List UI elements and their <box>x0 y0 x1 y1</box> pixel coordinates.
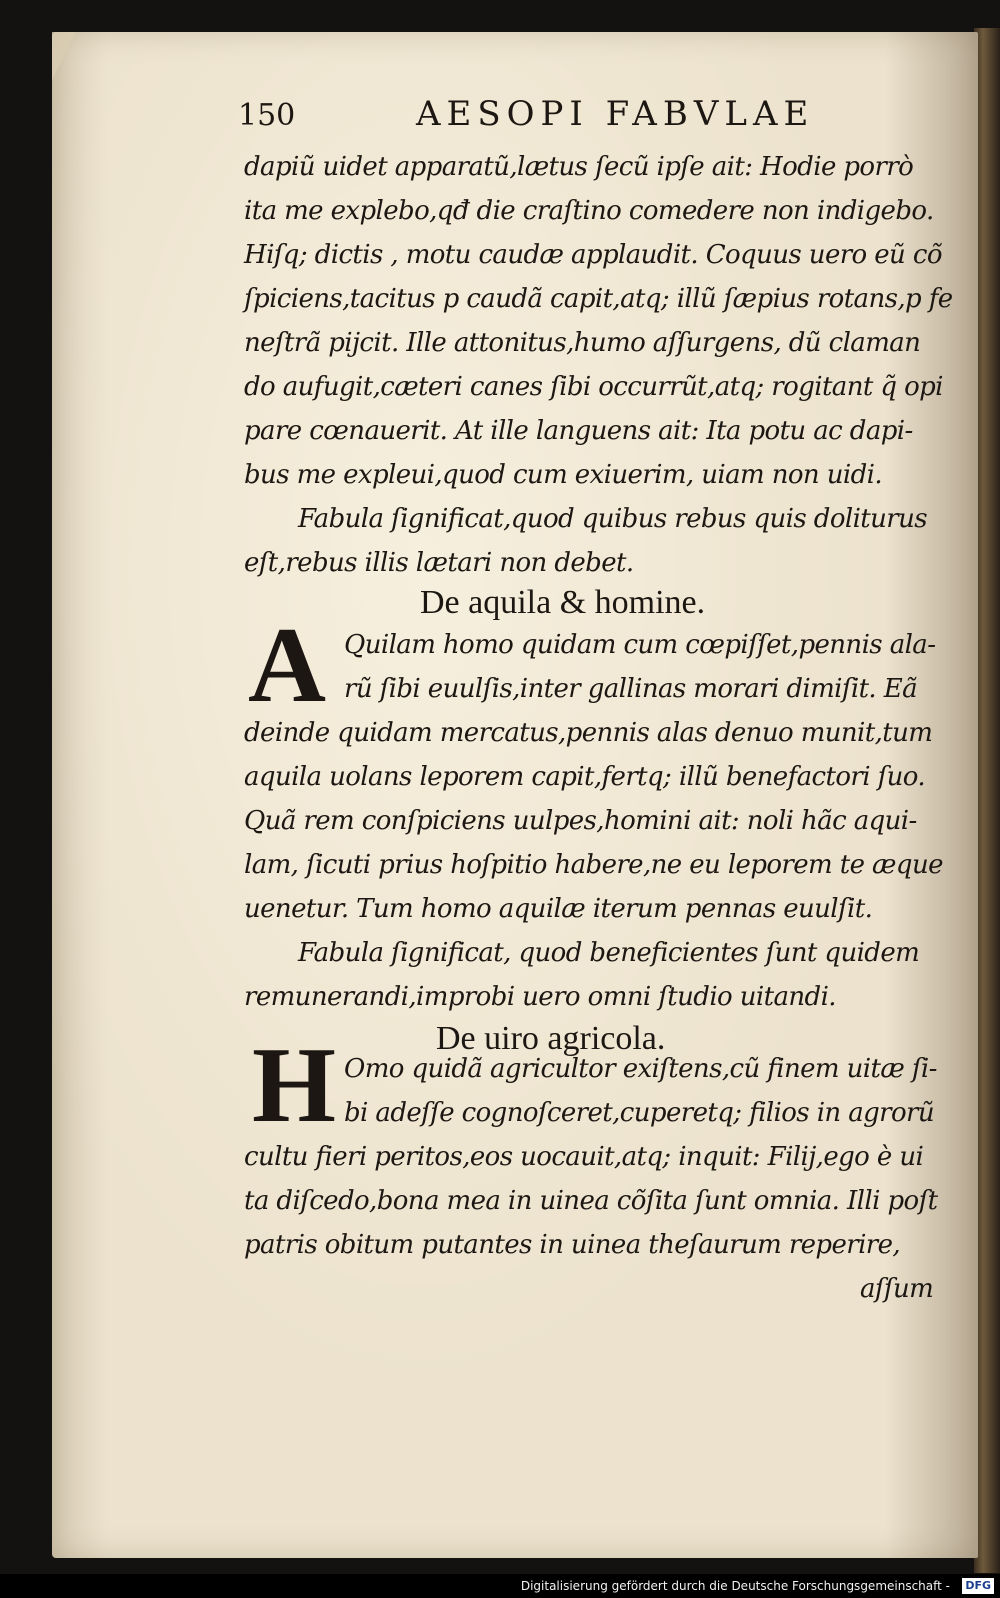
fable1-line-2: ita me explebo,qđ die craſtino comedere non indigebo. <box>244 196 934 226</box>
fable3-title: De uiro agricola. <box>436 1020 666 1057</box>
fable2-line-3: deinde quidam mercatus,pennis alas denuo munit,tum <box>244 718 933 748</box>
running-head <box>238 94 815 144</box>
fable1-moral-2: eſt,rebus illis lætari non debet. <box>244 548 634 578</box>
fable3-initial: H <box>252 1026 337 1145</box>
page-corner-fold <box>52 32 76 80</box>
fable2-moral-2: remunerandi,improbi uero omni ſtudio uitandi. <box>244 982 836 1012</box>
digitization-footer <box>0 1574 1000 1598</box>
catchword: aſſum <box>860 1274 934 1304</box>
fable2-line-6: lam, ſicuti prius hoſpitio habere,ne eu leporem te æque <box>244 850 943 880</box>
fable1-line-6: do aufugit,cæteri canes ſibi occurrũt,atq; rogitant q̃ opi <box>244 372 943 402</box>
fable2-line-4: aquila uolans leporem capit,fertq; illũ benefactori ſuo. <box>244 762 926 792</box>
footer-credit: Digitalisierung gefördert durch die Deutsche Forschungsgemeinschaft - <box>520 1579 950 1593</box>
fable2-moral-1: Fabula ſignificat, quod beneficientes ſunt quidem <box>298 938 920 968</box>
fable3-line-2: bi adeſſe cognoſceret,cuperetq; filios in agrorũ <box>344 1098 935 1128</box>
page-number: 150 <box>238 98 296 133</box>
fable2-line-5: Quã rem conſpiciens uulpes,homini ait: noli hãc aqui- <box>244 806 917 836</box>
fable3-line-4: ta diſcedo,bona mea in uinea cõſita ſunt omnia. Illi poſt <box>244 1186 938 1216</box>
fable2-line-7: uenetur. Tum homo aquilæ iterum pennas euulſit. <box>244 894 873 924</box>
fable3-line-5: patris obitum putantes in uinea theſaurum reperire, <box>244 1230 901 1260</box>
dfg-logo: DFG <box>962 1578 994 1594</box>
fable2-line-1: Quilam homo quidam cum cœpiſſet,pennis ala- <box>344 630 936 660</box>
fable1-line-7: pare cœnauerit. At ille languens ait: Ita potu ac dapi- <box>244 416 913 446</box>
fable2-initial: A <box>248 606 326 725</box>
fable2-line-2: rũ ſibi euulſis,inter gallinas morari dimiſit. Eã <box>344 674 918 704</box>
fable1-line-1: dapiũ uidet apparatũ,lætus ſecũ ipſe ait: Hodie porrò <box>244 152 914 182</box>
running-head-title: AESOPI FABVLAE <box>416 94 815 134</box>
fable1-line-8: bus me expleui,quod cum exiuerim, uiam non uidi. <box>244 460 882 490</box>
fable1-line-4: ſpiciens,tacitus p caudã capit,atq; illũ ſæpius rotans,p fe <box>244 284 953 314</box>
fable1-line-5: neſtrã pijcit. Ille attonitus,humo aſſurgens, dũ claman <box>244 328 921 358</box>
fable3-line-3: cultu fieri peritos,eos uocauit,atq; inquit: Filij,ego è ui <box>244 1142 924 1172</box>
fable1-line-3: Hiſq; dictis , motu caudæ applaudit. Coquus uero eũ cõ <box>244 240 942 270</box>
fable1-moral-1: Fabula ſignificat,quod quibus rebus quis doliturus <box>298 504 928 534</box>
fable2-title: De aquila & homine. <box>420 584 706 621</box>
fable3-line-1: Omo quidã agricultor exiſtens,cũ finem uitæ ſi- <box>344 1054 937 1084</box>
